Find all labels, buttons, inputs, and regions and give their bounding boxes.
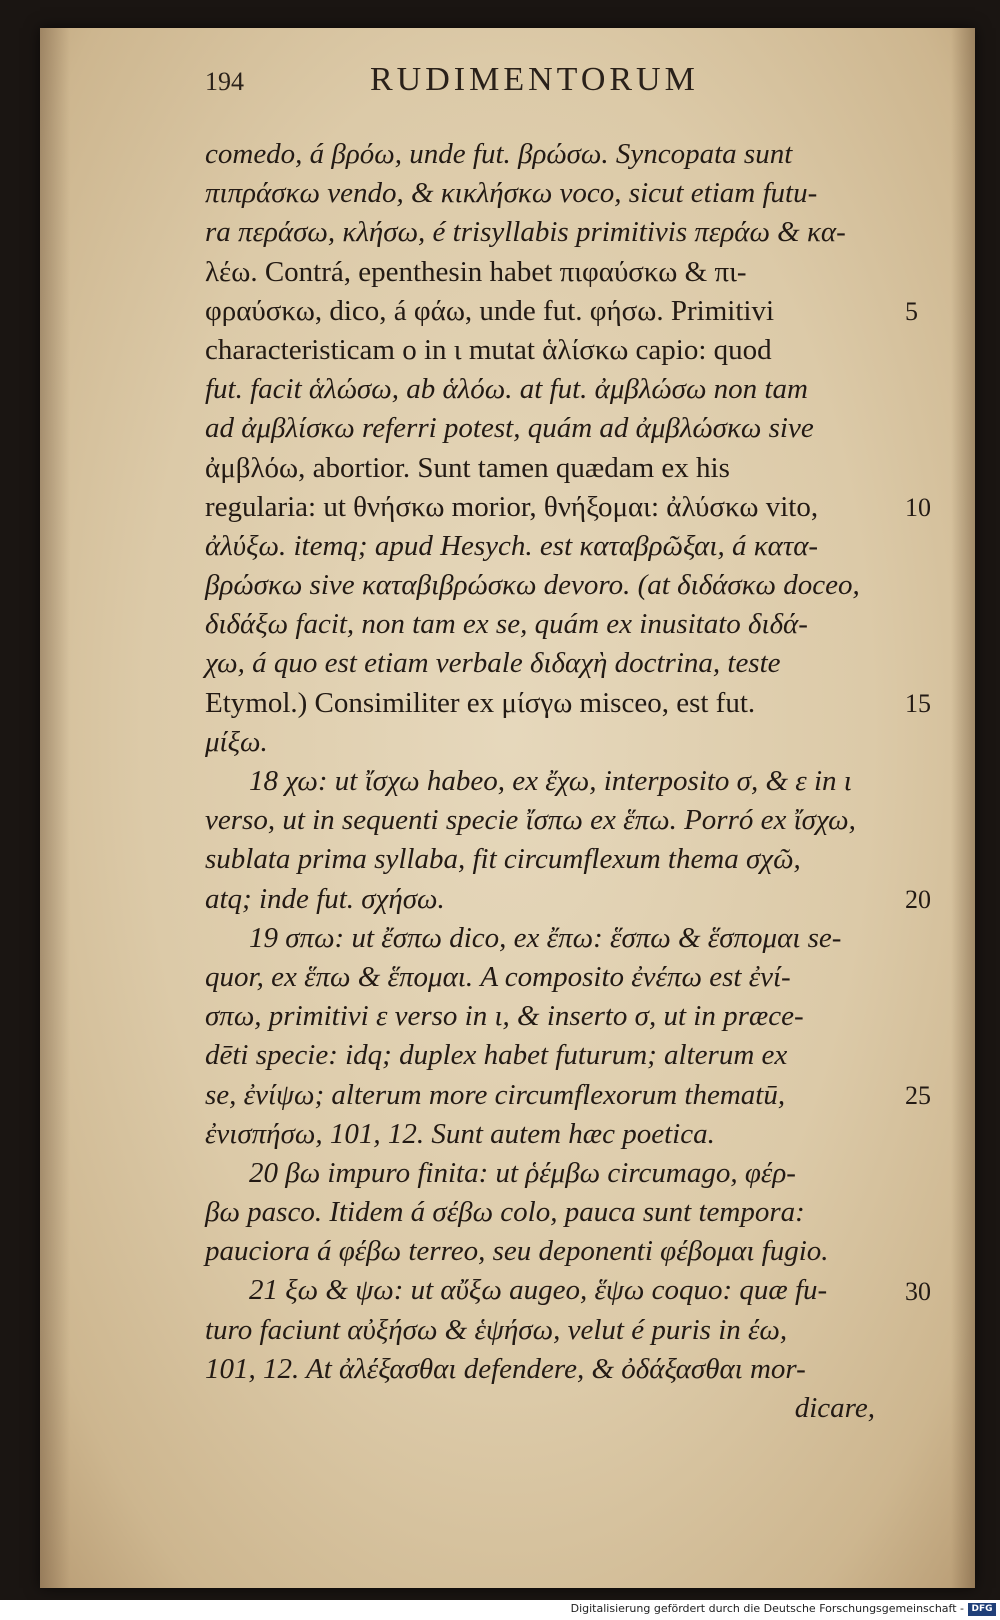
text-line: μίξω. — [205, 725, 268, 758]
text-line: λέω. Contrá, epenthesin habet πιφαύσκω & πι- — [205, 255, 747, 288]
running-title: RUDIMENTORUM — [370, 61, 699, 98]
text-line: χω, á quo est etiam verbale διδαχὴ doctrina, teste — [205, 647, 781, 680]
text-line: ἐνισπήσω, 101, 12. Sunt autem hæc poetica. — [205, 1117, 715, 1150]
text-line: regularia: ut θνήσκω morior, θνήξομαι: ἀλύσκω vito, — [205, 490, 819, 523]
text-line: atq; inde fut. σχήσω. — [205, 882, 445, 915]
page-number: 194 — [205, 67, 244, 96]
text-line: verso, ut in sequenti specie ἴσπω ex ἕπω. Porró ex ἴσχω, — [205, 804, 856, 837]
section-19-line: 19 σπω: ut ἔσπω dico, ex ἔπω: ἕσπω & ἕσπομαι se- — [249, 921, 842, 954]
margin-line-number: 25 — [905, 1080, 931, 1110]
text-line: Etymol.) Consimiliter ex μίσγω misceo, est fut. — [205, 686, 756, 719]
section-21-line: 21 ξω & ψω: ut αὔξω augeo, ἕψω coquo: quæ fu- — [249, 1274, 828, 1307]
text-line: βω pasco. Itidem á σέβω colo, pauca sunt tempora: — [205, 1196, 805, 1229]
text-line: σπω, primitivi ε verso in ι, & inserto σ, ut in præce- — [205, 1000, 804, 1033]
text-line: pauciora á φέβω terreo, seu deponenti φέβομαι fugio. — [205, 1235, 829, 1268]
text-line: fut. facit ἁλώσω, ab ἁλόω. at fut. ἀμβλώσω non tam — [205, 373, 808, 406]
body-text — [205, 135, 925, 1428]
margin-line-number: 30 — [905, 1276, 931, 1306]
text-line: comedo, á βρόω, unde fut. βρώσω. Syncopata sunt — [205, 138, 793, 170]
text-line: characteristicam ο in ι mutat ἁλίσκω capio: quod — [205, 333, 772, 366]
text-line: πιπράσκω vendo, & κικλήσκω voco, sicut etiam futu- — [205, 177, 818, 210]
page-gutter-shadow — [40, 28, 70, 1588]
margin-line-number: 20 — [905, 884, 931, 914]
text-line: φραύσκω, dico, á φάω, unde fut. φήσω. Primitivi — [205, 294, 774, 327]
margin-line-number: 15 — [905, 688, 931, 718]
text-line: dēti specie: idq; duplex habet futurum; alterum ex — [205, 1039, 788, 1072]
section-18-line: 18 χω: ut ἴσχω habeo, ex ἔχω, interposito σ, & ε in ι — [249, 765, 852, 797]
text-line: sublata prima syllaba, fit circumflexum thema σχῶ, — [205, 843, 801, 876]
text-line: ἀλύξω. itemq; apud Hesych. est καταβρῶξαι, á κατα- — [205, 529, 819, 562]
text-line: se, ἐνίψω; alterum more circumflexorum thematū, — [205, 1078, 786, 1111]
margin-line-number: 10 — [905, 492, 931, 522]
text-line: ra περάσω, κλήσω, é trisyllabis primitivis περάω & κα- — [205, 216, 846, 249]
section-20-line: 20 βω impuro finita: ut ῥέμβω circumago, φέρ- — [249, 1156, 796, 1189]
text-line: quor, ex ἕπω & ἕπομαι. A composito ἐνέπω est ἐνί- — [205, 960, 791, 993]
margin-line-number: 5 — [905, 296, 918, 326]
text-line: ad ἀμβλίσκω referri potest, quám ad ἀμβλώσκω sive — [205, 412, 814, 445]
text-line: 101, 12. At ἀλέξασθαι defendere, & ὀδάξασθαι mor- — [205, 1352, 806, 1385]
digitization-footer — [0, 1600, 1000, 1620]
text-line: turo faciunt αὐξήσω & ἑψήσω, velut é puris in έω, — [205, 1313, 788, 1346]
text-line: βρώσκω sive καταβιβρώσκω devoro. (at διδάσκω doceo, — [205, 569, 860, 602]
catchword: dicare, — [794, 1392, 875, 1424]
page-header — [205, 61, 805, 111]
funding-credit: Digitalisierung gefördert durch die Deutsche Forschungsgemeinschaft - — [570, 1602, 964, 1615]
text-line: διδάξω facit, non tam ex se, quám ex inusitato διδά- — [205, 608, 808, 641]
page-edge-shadow — [951, 28, 975, 1588]
dfg-logo: DFG — [968, 1603, 996, 1616]
text-line: ἀμβλόω, abortior. Sunt tamen quædam ex his — [205, 451, 730, 484]
